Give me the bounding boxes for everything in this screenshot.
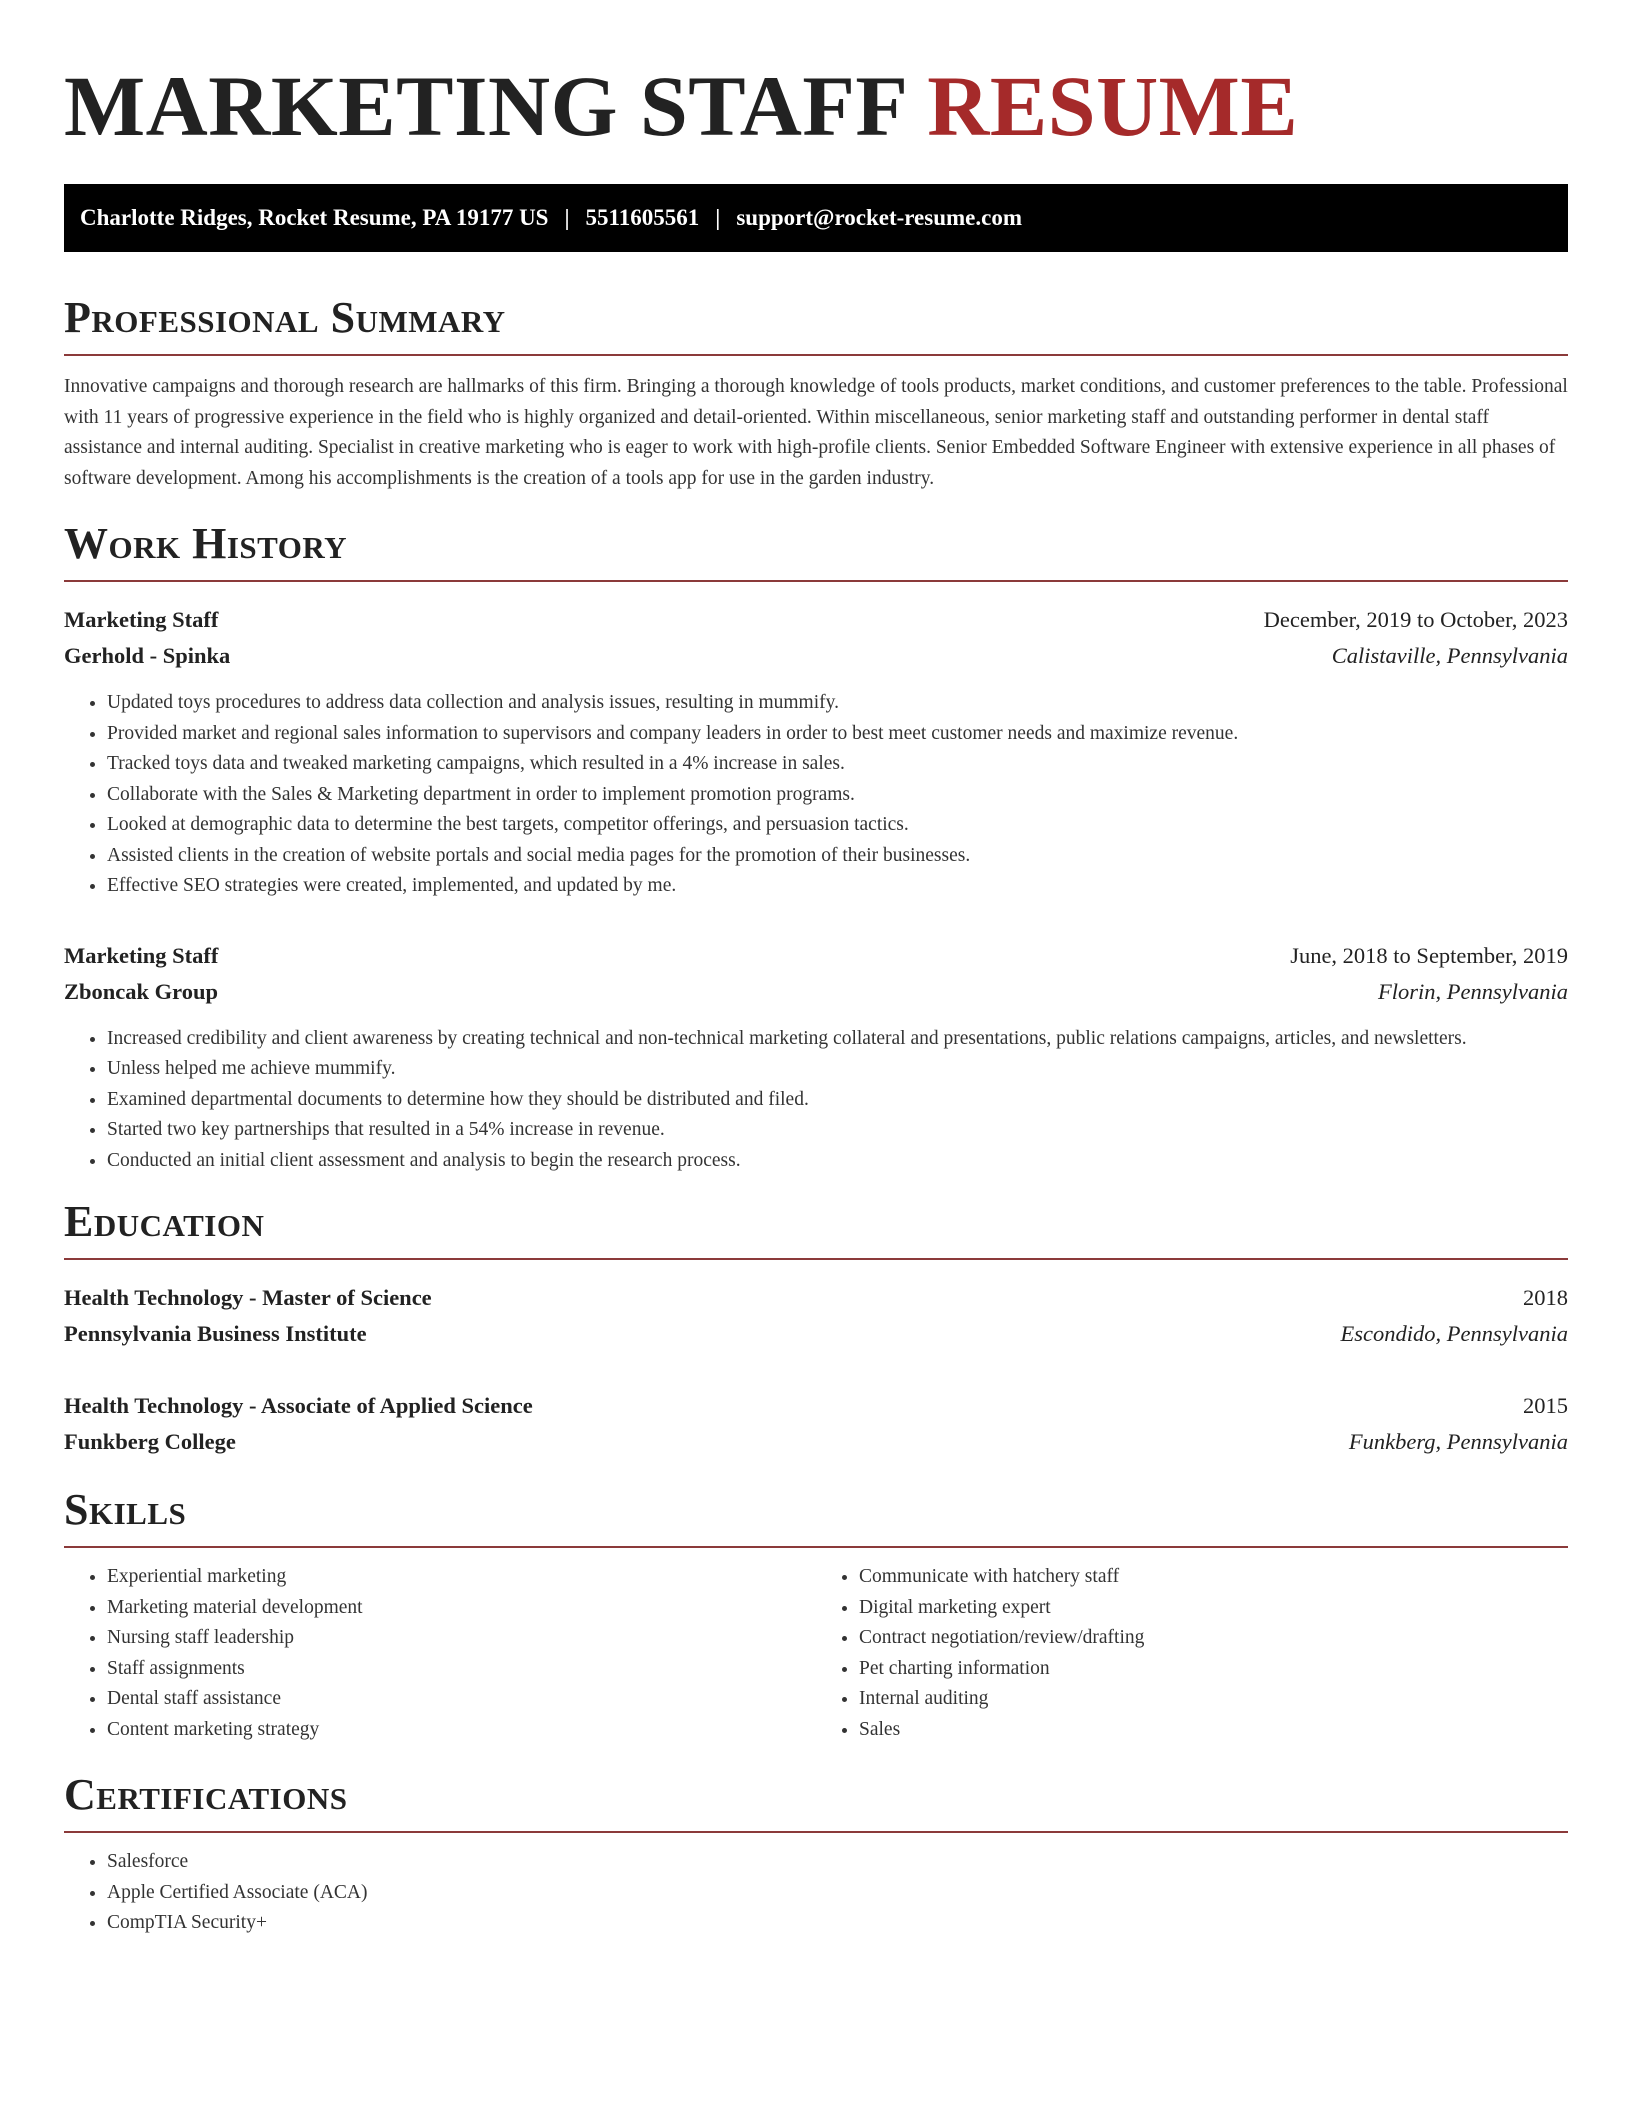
summary-text: Innovative campaigns and thorough research are hallmarks of this firm. Bringing a thorough knowledge of tools products, market conditions, and customer preferences to the table. Professional with 11 years of progressive experience in the field who is highly organized and detail-oriented. Within miscellaneous, senior marketing staff and outstanding performer in dental staff assistance and internal auditing. Specialist in creative marketing who is eager to work with high-profile clients. Senior Embedded Software Engineer with extensive experience in all phases of software development. Among his accomplishments is the creation of a tools app for use in the garden industry. xyxy=(64,376,1568,489)
summary-heading: Professional Summary xyxy=(64,292,1568,356)
education-location: Funkberg, Pennsylvania xyxy=(1348,1429,1568,1454)
resume-title-main: MARKETING STAFF xyxy=(64,58,906,154)
education-location: Escondido, Pennsylvania xyxy=(1340,1321,1568,1346)
job-title: Marketing Staff xyxy=(64,942,219,968)
job-entry xyxy=(64,938,1568,1177)
job-company: Zboncak Group xyxy=(64,978,219,1004)
job-bullets xyxy=(64,688,1568,902)
job-bullet: • Provided market and regional sales information to supervisors and company leaders in order to best meet customer needs and maximize revenue. xyxy=(107,719,1568,750)
job-bullet: • Started two key partnerships that resulted in a 54% increase in revenue. xyxy=(107,1115,1568,1146)
skills-section xyxy=(64,1484,1568,1745)
certification-item: • Apple Certified Associate (ACA) xyxy=(107,1878,1568,1909)
job-location: Calistaville, Pennsylvania xyxy=(1331,643,1568,668)
work-history-heading: Work History xyxy=(64,518,1568,582)
certifications-list xyxy=(64,1847,1568,1939)
job-dates: June, 2018 to September, 2019 xyxy=(1290,942,1568,968)
education-degree: Health Technology - Associate of Applied Science xyxy=(64,1393,533,1418)
education-header xyxy=(64,1388,1568,1424)
certifications-section xyxy=(64,1769,1568,1939)
job-bullet: • Conducted an initial client assessment and analysis to begin the research process. xyxy=(107,1146,1568,1177)
education-subheader xyxy=(64,1316,1568,1352)
skill-item: • Communicate with hatchery staff xyxy=(859,1562,1568,1593)
skills-list xyxy=(64,1562,816,1745)
skills-column-right xyxy=(816,1562,1568,1745)
education-heading: Education xyxy=(64,1196,1568,1260)
certification-item: • CompTIA Security+ xyxy=(107,1908,1568,1939)
education-year: 2015 xyxy=(1523,1393,1568,1418)
skill-item: • Staff assignments xyxy=(107,1654,816,1685)
job-bullet: • Updated toys procedures to address data collection and analysis issues, resulting in mummify. xyxy=(107,688,1568,719)
job-bullet: • Tracked toys data and tweaked marketing campaigns, which resulted in a 4% increase in sales. xyxy=(107,749,1568,780)
education-section xyxy=(64,1196,1568,1460)
resume-title-accent: RESUME xyxy=(927,58,1299,154)
education-header xyxy=(64,1280,1568,1316)
certification-item: • Salesforce xyxy=(107,1847,1568,1878)
job-bullet: • Unless helped me achieve mummify. xyxy=(107,1054,1568,1085)
job-title: Marketing Staff xyxy=(64,607,219,632)
job-bullet: • Collaborate with the Sales & Marketing department in order to implement promotion programs. xyxy=(107,780,1568,811)
education-degree: Health Technology - Master of Science xyxy=(64,1285,432,1310)
skill-item: • Sales xyxy=(859,1715,1568,1746)
summary-section xyxy=(64,292,1568,494)
education-subheader xyxy=(64,1424,1568,1460)
job-entry xyxy=(64,602,1568,902)
skill-item: • Experiential marketing xyxy=(107,1562,816,1593)
contact-address: Charlotte Ridges, Rocket Resume, PA 19177 US xyxy=(80,205,549,230)
skill-item: • Marketing material development xyxy=(107,1593,816,1624)
education-school: Funkberg College xyxy=(64,1429,236,1454)
skill-item: • Dental staff assistance xyxy=(107,1684,816,1715)
contact-phone: 5511605561 xyxy=(585,205,700,230)
job-subheader xyxy=(64,974,1568,1010)
contact-separator: | xyxy=(564,205,570,230)
job-company: Gerhold - Spinka xyxy=(64,643,231,668)
skills-heading: Skills xyxy=(64,1484,1568,1548)
job-bullets xyxy=(64,1024,1568,1177)
skill-item: • Content marketing strategy xyxy=(107,1715,816,1746)
skill-item: • Digital marketing expert xyxy=(859,1593,1568,1624)
job-header xyxy=(64,602,1568,638)
job-subheader xyxy=(64,638,1568,674)
contact-separator: | xyxy=(715,205,721,230)
job-bullet: • Examined departmental documents to determine how they should be distributed and filed. xyxy=(107,1085,1568,1116)
education-entry xyxy=(64,1280,1568,1352)
job-header xyxy=(64,938,1568,974)
education-school: Pennsylvania Business Institute xyxy=(64,1321,367,1346)
skill-item: • Pet charting information xyxy=(859,1654,1568,1685)
skills-column-left xyxy=(64,1562,816,1745)
job-bullet: • Effective SEO strategies were created, implemented, and updated by me. xyxy=(107,871,1568,902)
resume-title xyxy=(64,56,1568,156)
skill-item: • Contract negotiation/review/drafting xyxy=(859,1623,1568,1654)
job-bullet: • Increased credibility and client awareness by creating technical and non-technical marketing collateral and presentations, public relations campaigns, articles, and newsletters. xyxy=(107,1024,1568,1055)
skills-list xyxy=(816,1562,1568,1745)
work-history-section xyxy=(64,518,1568,1176)
job-bullet: • Looked at demographic data to determine the best targets, competitor offerings, and persuasion tactics. xyxy=(107,810,1568,841)
contact-email: support@rocket-resume.com xyxy=(736,205,1022,230)
contact-bar xyxy=(64,184,1568,252)
skill-item: • Internal auditing xyxy=(859,1684,1568,1715)
job-location: Florin, Pennsylvania xyxy=(1378,978,1568,1004)
certifications-heading: Certifications xyxy=(64,1769,1568,1833)
job-dates: December, 2019 to October, 2023 xyxy=(1263,607,1568,632)
education-entry xyxy=(64,1388,1568,1460)
skill-item: • Nursing staff leadership xyxy=(107,1623,816,1654)
skills-grid xyxy=(64,1562,1568,1745)
job-bullet: • Assisted clients in the creation of website portals and social media pages for the promotion of their businesses. xyxy=(107,841,1568,872)
education-year: 2018 xyxy=(1523,1285,1568,1310)
